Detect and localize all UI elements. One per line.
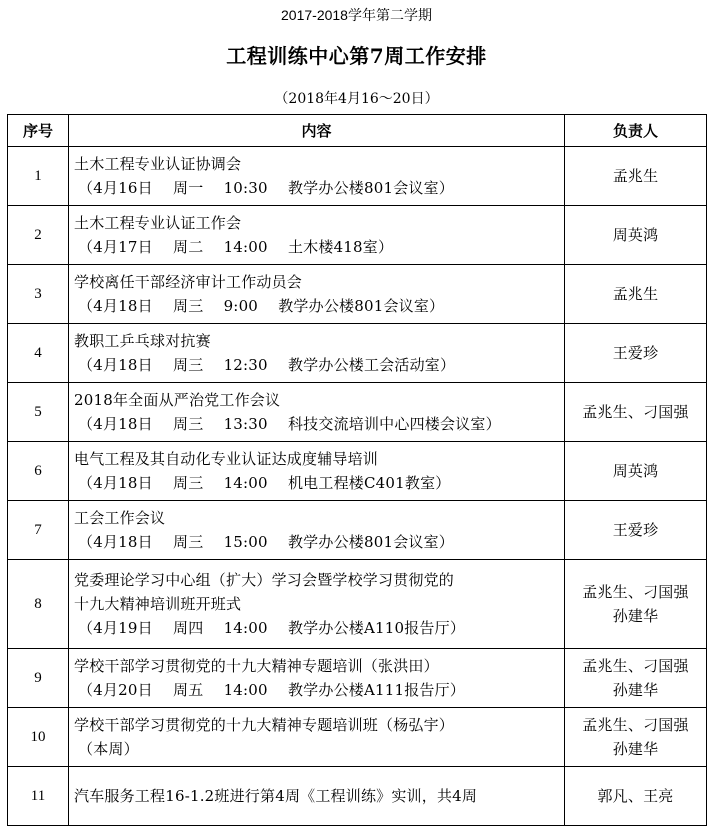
row-content <box>69 147 565 206</box>
event-detail: （4月16日 周一 10:30 教学办公楼801会议室） <box>78 179 454 197</box>
responsible-person: 孟兆生、刁国强 <box>582 403 689 421</box>
responsible-person: 孟兆生、刁国强 <box>582 657 689 675</box>
table-row <box>8 383 707 442</box>
event-title: 土木工程专业认证工作会 <box>74 214 242 232</box>
row-content <box>69 206 565 265</box>
table-row <box>8 649 707 708</box>
row-number: 4 <box>8 324 69 383</box>
table-row <box>8 708 707 767</box>
event-title: 土木工程专业认证协调会 <box>74 155 242 173</box>
row-content <box>69 442 565 501</box>
row-number: 1 <box>8 147 69 206</box>
event-title: 党委理论学习中心组（扩大）学习会暨学校学习贯彻党的 <box>74 571 455 589</box>
schedule-table <box>7 114 707 826</box>
event-detail: （4月18日 周三 12:30 教学办公楼工会活动室） <box>78 356 456 374</box>
event-detail: （4月19日 周四 14:00 教学办公楼A110报告厅） <box>78 619 466 637</box>
event-title: 工会工作会议 <box>74 509 166 527</box>
responsible-person: 周英鸿 <box>612 226 659 244</box>
row-responsible <box>565 265 707 324</box>
table-row <box>8 324 707 383</box>
responsible-person: 孙建华 <box>612 740 659 758</box>
row-content <box>69 383 565 442</box>
responsible-person: 孟兆生 <box>612 285 659 303</box>
event-detail: （4月20日 周五 14:00 教学办公楼A111报告厅） <box>78 681 466 699</box>
row-responsible <box>565 206 707 265</box>
row-content <box>69 560 565 649</box>
row-responsible <box>565 324 707 383</box>
table-body <box>8 147 707 826</box>
row-content <box>69 324 565 383</box>
row-number: 9 <box>8 649 69 708</box>
table-row <box>8 442 707 501</box>
event-title: 学校干部学习贯彻党的十九大精神专题培训班（杨弘宇） <box>74 716 455 734</box>
header-cell-content: 内容 <box>69 115 565 147</box>
date-range: （2018年4月16～20日） <box>274 91 439 107</box>
row-number: 11 <box>8 767 69 826</box>
table-row <box>8 501 707 560</box>
event-detail: （本周） <box>78 740 139 758</box>
event-detail: （4月18日 周三 13:30 科技交流培训中心四楼会议室） <box>78 415 501 433</box>
row-responsible <box>565 708 707 767</box>
row-number: 8 <box>8 560 69 649</box>
row-number: 5 <box>8 383 69 442</box>
row-content <box>69 265 565 324</box>
row-content <box>69 708 565 767</box>
event-detail: （4月18日 周三 9:00 教学办公楼801会议室） <box>78 297 445 315</box>
row-responsible <box>565 442 707 501</box>
event-detail: （4月18日 周三 14:00 机电工程楼C401教室） <box>78 474 451 492</box>
responsible-person: 王爱珍 <box>612 344 659 362</box>
row-content <box>69 767 565 826</box>
table-row <box>8 560 707 649</box>
row-responsible <box>565 501 707 560</box>
event-detail: （4月17日 周二 14:00 土木楼418室） <box>78 238 394 256</box>
event-title: 2018年全面从严治党工作会议 <box>74 391 281 409</box>
event-title: 电气工程及其自动化专业认证达成度辅导培训 <box>74 450 379 468</box>
event-detail: （4月18日 周三 15:00 教学办公楼801会议室） <box>78 533 454 551</box>
row-responsible <box>565 560 707 649</box>
responsible-person: 周英鸿 <box>612 462 659 480</box>
row-number: 2 <box>8 206 69 265</box>
row-content <box>69 501 565 560</box>
event-title: 学校离任干部经济审计工作动员会 <box>74 273 303 291</box>
responsible-person: 孟兆生、刁国强 <box>582 583 689 601</box>
table-row <box>8 265 707 324</box>
semester-label: 2017-2018学年第二学期 <box>281 7 432 23</box>
row-number: 10 <box>8 708 69 767</box>
row-responsible <box>565 649 707 708</box>
page-title: 工程训练中心第7周工作安排 <box>226 44 487 68</box>
row-responsible <box>565 147 707 206</box>
event-title: 汽车服务工程16-1.2班进行第4周《工程训练》实训，共4周 <box>74 787 478 805</box>
row-number: 3 <box>8 265 69 324</box>
table-row <box>8 767 707 826</box>
row-responsible <box>565 767 707 826</box>
responsible-person: 孟兆生 <box>612 167 659 185</box>
header-cell-no: 序号 <box>8 115 69 147</box>
event-title: 教职工乒乓球对抗赛 <box>74 332 211 350</box>
responsible-person: 郭凡、王亮 <box>597 787 674 805</box>
row-number: 7 <box>8 501 69 560</box>
table-header-row <box>8 115 707 147</box>
responsible-person: 孟兆生、刁国强 <box>582 716 689 734</box>
row-number: 6 <box>8 442 69 501</box>
responsible-person: 孙建华 <box>612 681 659 699</box>
table-row <box>8 206 707 265</box>
row-responsible <box>565 383 707 442</box>
event-title: 学校干部学习贯彻党的十九大精神专题培训（张洪田） <box>74 657 439 675</box>
event-title: 十九大精神培训班开班式 <box>74 595 242 613</box>
table-row <box>8 147 707 206</box>
header-cell-person: 负责人 <box>565 115 707 147</box>
responsible-person: 王爱珍 <box>612 521 659 539</box>
responsible-person: 孙建华 <box>612 607 659 625</box>
row-content <box>69 649 565 708</box>
